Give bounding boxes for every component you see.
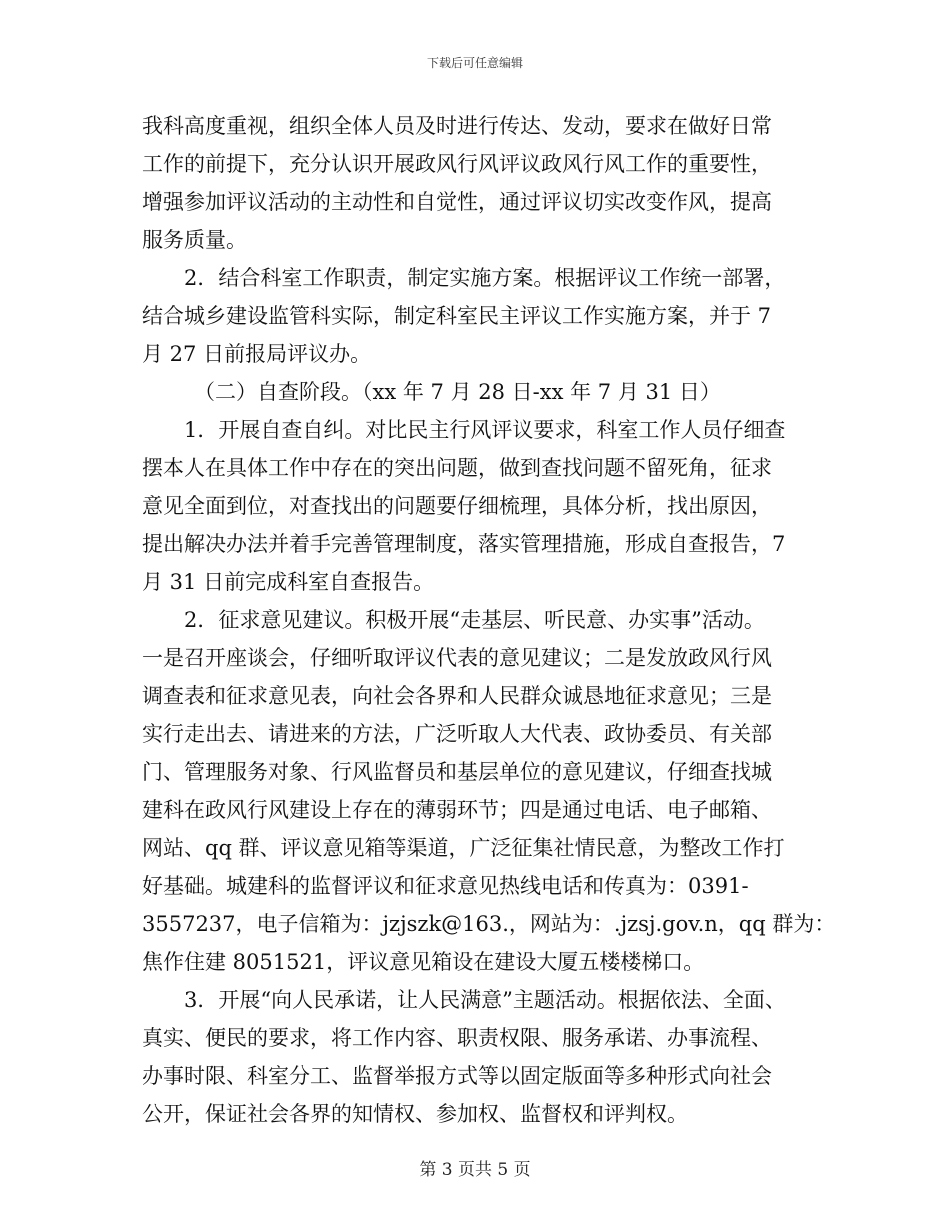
text-line: 网站、qq 群、评议意见箱等渠道，广泛征集社情民意，为整改工作打 [142,836,785,860]
text-line: 月 31 日前完成科室自查报告。 [142,570,435,594]
text-line: 2．结合科室工作职责，制定实施方案。根据评议工作统一部署， [184,266,786,290]
text-line: 焦作住建 8051521，评议意见箱设在建设大厦五楼楼梯口。 [142,950,705,974]
text-line: 建科在政风行风建设上存在的薄弱环节；四是通过电话、电子邮箱、 [142,798,772,822]
paragraph [142,259,828,373]
text-line: 服务质量。 [142,228,247,252]
text-line: 增强参加评议活动的主动性和自觉性，通过评议切实改变作风，提高 [142,190,772,214]
section-heading [142,373,828,411]
text-line: 3557237，电子信箱为：jzjszk@163.，网站为：.jzsj.gov.n，qq 群为： [142,912,836,936]
page-header: 下载后可任意编辑 [426,56,523,70]
text-line: 摆本人在具体工作中存在的突出问题，做到查找问题不留死角，征求 [142,456,772,480]
text-line: 月 27 日前报局评议办。 [142,342,372,366]
text-line: 实行走出去、请进来的方法，广泛听取人大代表、政协委员、有关部 [142,722,772,746]
text-line: （二）自查阶段。（xx 年 7 月 28 日-xx 年 7 月 31 日） [194,380,721,404]
paragraph [142,107,828,259]
document-body [142,107,836,1133]
page-footer: 第 3 页共 5 页 [419,1160,531,1180]
text-line: 意见全面到位，对查找出的问题要仔细梳理，具体分析，找出原因， [142,494,772,518]
text-line: 办事时限、科室分工、监督举报方式等以固定版面等多种形式向社会 [142,1064,772,1088]
text-line: 2．征求意见建议。积极开展“走基层、听民意、办实事”活动。 [184,608,765,632]
text-line: 我科高度重视，组织全体人员及时进行传达、发动，要求在做好日常 [142,114,772,138]
text-line: 门、管理服务对象、行风监督员和基层单位的意见建议，仔细查找城 [142,760,772,784]
text-line: 真实、便民的要求，将工作内容、职责权限、服务承诺、办事流程、 [142,1026,772,1050]
text-line: 一是召开座谈会，仔细听取评议代表的意见建议；二是发放政风行风 [142,646,772,670]
text-line: 1．开展自查自纠。对比民主行风评议要求，科室工作人员仔细查 [184,418,786,442]
paragraph [142,411,828,601]
text-line: 好基础。城建科的监督评议和征求意见热线电话和传真为：0391- [142,874,749,898]
text-line: 调查表和征求意见表，向社会各界和人民群众诚恳地征求意见；三是 [142,684,772,708]
text-line: 公开，保证社会各界的知情权、参加权、监督权和评判权。 [142,1102,688,1126]
text-line: 结合城乡建设监管科实际，制定科室民主评议工作实施方案，并于 7 [142,304,772,328]
text-line: 工作的前提下，充分认识开展政风行风评议政风行风工作的重要性， [142,152,772,176]
text-line: 提出解决办法并着手完善管理制度，落实管理措施，形成自查报告，7 [142,532,786,556]
paragraph [142,981,828,1133]
paragraph [142,601,836,981]
text-line: 3．开展“向人民承诺，让人民满意”主题活动。根据依法、全面、 [184,988,786,1012]
